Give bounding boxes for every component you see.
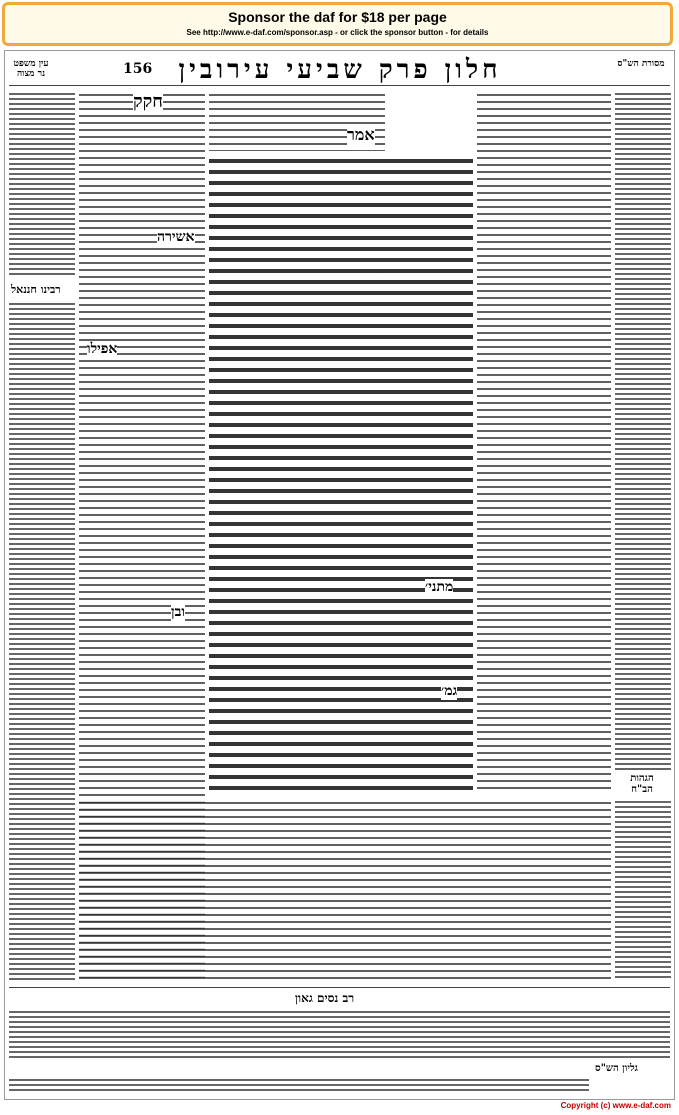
rabbeinu-chananel-column	[9, 301, 75, 981]
rashi-column	[477, 91, 611, 791]
rabbeinu-chananel-label: רבינו חננאל	[11, 283, 61, 296]
lower-commentary	[79, 799, 611, 981]
hagahot-column	[615, 799, 671, 981]
rav-nissim-label: רב נסים גאון	[295, 991, 355, 1005]
sponsor-title: Sponsor the daf for $18 per page	[228, 9, 447, 25]
talmud-page	[4, 50, 675, 1100]
masoret-hashas-label: מסורת הש"ס	[617, 59, 665, 69]
rav-nissim-text	[9, 1009, 670, 1059]
word-amar: אמר	[347, 125, 375, 144]
copyright-link[interactable]: Copyright (c) www.e-daf.com	[560, 1101, 671, 1110]
page-title: חלון פרק שביעי עירובין	[178, 55, 502, 85]
word-matni: מתני׳	[425, 579, 454, 595]
sponsor-subtitle: See http://www.e-daf.com/sponsor.asp - or click the sponsor button - for details	[186, 28, 489, 37]
ein-mishpat-label: עין משפט נר מצוה	[13, 59, 49, 79]
ein-mishpat-column	[9, 91, 75, 277]
gilyon-label: גליון הש"ס	[595, 1063, 638, 1074]
gemara-main-text	[209, 155, 473, 795]
hagahot-label: הגהות הב"ח	[619, 773, 665, 795]
header-rule	[9, 85, 670, 86]
gilyon-text	[9, 1077, 589, 1093]
word-afilu: אפילו	[87, 341, 118, 357]
word-veken: ובן	[171, 604, 185, 620]
word-gemara: גמ׳	[441, 683, 458, 699]
word-ashira: אשירה	[157, 229, 195, 245]
page-number: 156	[123, 61, 153, 77]
lower-rule	[9, 987, 670, 988]
sponsor-banner[interactable]	[2, 2, 673, 46]
masoret-hashas-column	[615, 91, 671, 771]
word-chakak: חקק	[133, 91, 163, 112]
